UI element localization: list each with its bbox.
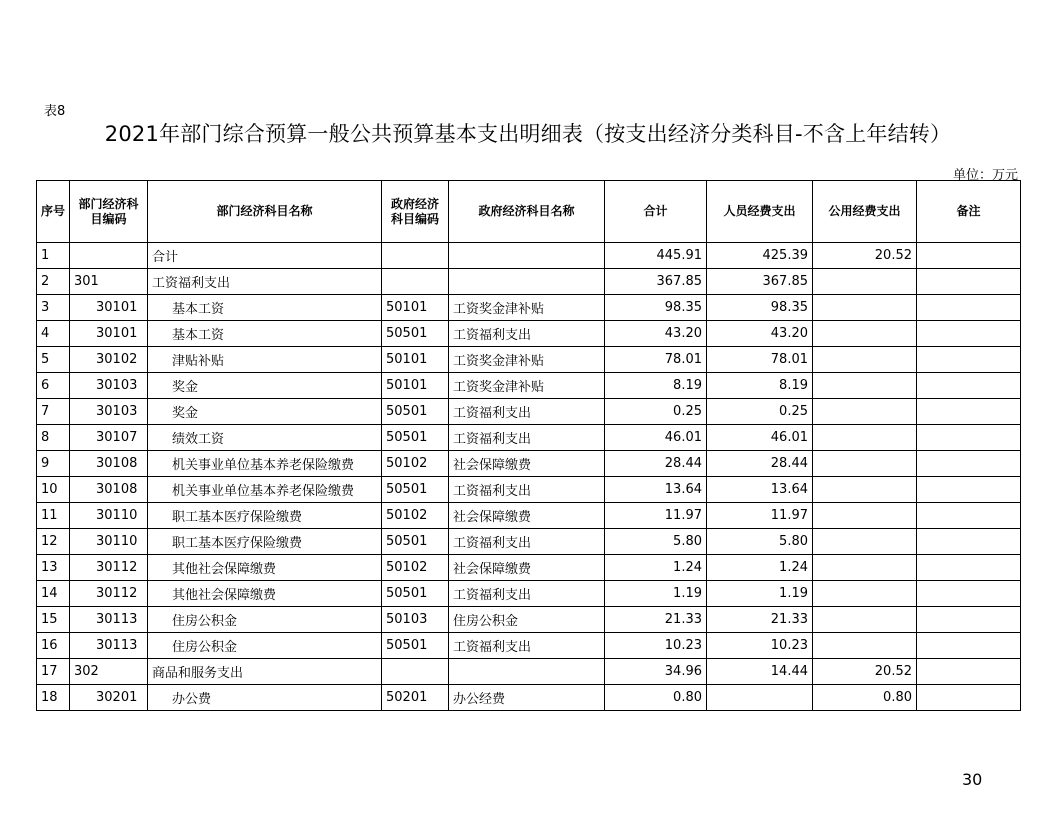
cell-public xyxy=(813,529,917,555)
cell-public xyxy=(813,581,917,607)
cell-dept-code: 30110 xyxy=(70,529,148,555)
cell-dept-code: 30101 xyxy=(70,321,148,347)
cell-personnel: 14.44 xyxy=(707,659,813,685)
cell-total: 8.19 xyxy=(605,373,707,399)
cell-total: 78.01 xyxy=(605,347,707,373)
cell-dept-code: 30112 xyxy=(70,581,148,607)
cell-seq: 11 xyxy=(37,503,70,529)
cell-seq: 9 xyxy=(37,451,70,477)
cell-note xyxy=(917,269,1021,295)
cell-personnel: 8.19 xyxy=(707,373,813,399)
cell-gov-code: 50501 xyxy=(382,477,449,503)
cell-total: 367.85 xyxy=(605,269,707,295)
cell-dept-name: 工资福利支出 xyxy=(148,269,382,295)
cell-dept-name: 合计 xyxy=(148,243,382,269)
cell-dept-name: 其他社会保障缴费 xyxy=(148,581,382,607)
cell-gov-code: 50201 xyxy=(382,685,449,711)
cell-gov-code: 50501 xyxy=(382,321,449,347)
cell-public xyxy=(813,503,917,529)
cell-dept-code: 301 xyxy=(70,269,148,295)
cell-seq: 4 xyxy=(37,321,70,347)
table-label: 表8 xyxy=(44,104,66,119)
budget-table xyxy=(36,180,1021,711)
table-row xyxy=(37,321,1021,347)
cell-public xyxy=(813,347,917,373)
cell-public xyxy=(813,633,917,659)
cell-seq: 15 xyxy=(37,607,70,633)
cell-note xyxy=(917,685,1021,711)
cell-personnel: 46.01 xyxy=(707,425,813,451)
cell-note xyxy=(917,399,1021,425)
cell-total: 98.35 xyxy=(605,295,707,321)
cell-dept-code: 30103 xyxy=(70,373,148,399)
table-row xyxy=(37,477,1021,503)
cell-dept-code: 30101 xyxy=(70,295,148,321)
col-header-note: 备注 xyxy=(917,181,1021,243)
cell-gov-code: 50101 xyxy=(382,373,449,399)
cell-gov-name: 社会保障缴费 xyxy=(449,503,605,529)
unit-label: 单位：万元 xyxy=(952,168,1018,183)
cell-total: 34.96 xyxy=(605,659,707,685)
cell-dept-name: 住房公积金 xyxy=(148,633,382,659)
cell-dept-code: 30107 xyxy=(70,425,148,451)
cell-note xyxy=(917,295,1021,321)
cell-dept-code: 30113 xyxy=(70,633,148,659)
cell-personnel: 13.64 xyxy=(707,477,813,503)
col-header-seq: 序号 xyxy=(37,181,70,243)
cell-gov-code: 50101 xyxy=(382,295,449,321)
cell-gov-name: 住房公积金 xyxy=(449,607,605,633)
cell-gov-name: 工资福利支出 xyxy=(449,425,605,451)
cell-total: 28.44 xyxy=(605,451,707,477)
cell-note xyxy=(917,659,1021,685)
cell-total: 1.19 xyxy=(605,581,707,607)
header-row xyxy=(37,181,1021,243)
cell-gov-name: 工资福利支出 xyxy=(449,529,605,555)
cell-gov-code xyxy=(382,659,449,685)
cell-seq: 7 xyxy=(37,399,70,425)
cell-public xyxy=(813,269,917,295)
cell-public xyxy=(813,399,917,425)
cell-note xyxy=(917,451,1021,477)
table-row xyxy=(37,633,1021,659)
table-row xyxy=(37,555,1021,581)
cell-gov-name xyxy=(449,269,605,295)
cell-note xyxy=(917,581,1021,607)
cell-gov-code: 50102 xyxy=(382,555,449,581)
cell-seq: 14 xyxy=(37,581,70,607)
cell-gov-code xyxy=(382,243,449,269)
cell-gov-name: 社会保障缴费 xyxy=(449,555,605,581)
cell-total: 13.64 xyxy=(605,477,707,503)
table-row xyxy=(37,373,1021,399)
cell-personnel: 1.19 xyxy=(707,581,813,607)
table-row xyxy=(37,529,1021,555)
cell-dept-name: 其他社会保障缴费 xyxy=(148,555,382,581)
cell-total: 43.20 xyxy=(605,321,707,347)
cell-dept-name: 奖金 xyxy=(148,373,382,399)
table-row xyxy=(37,425,1021,451)
cell-dept-code: 30201 xyxy=(70,685,148,711)
cell-dept-code: 302 xyxy=(70,659,148,685)
cell-seq: 13 xyxy=(37,555,70,581)
cell-gov-code: 50501 xyxy=(382,633,449,659)
cell-total: 46.01 xyxy=(605,425,707,451)
cell-total: 0.25 xyxy=(605,399,707,425)
cell-seq: 6 xyxy=(37,373,70,399)
cell-gov-name: 工资奖金津补贴 xyxy=(449,347,605,373)
cell-total: 0.80 xyxy=(605,685,707,711)
cell-seq: 2 xyxy=(37,269,70,295)
cell-gov-code: 50501 xyxy=(382,399,449,425)
cell-note xyxy=(917,633,1021,659)
table-row xyxy=(37,243,1021,269)
cell-public xyxy=(813,451,917,477)
table-row xyxy=(37,451,1021,477)
cell-note xyxy=(917,425,1021,451)
cell-seq: 1 xyxy=(37,243,70,269)
table-body xyxy=(37,243,1021,711)
col-header-public: 公用经费支出 xyxy=(813,181,917,243)
cell-personnel: 5.80 xyxy=(707,529,813,555)
cell-personnel xyxy=(707,685,813,711)
cell-public xyxy=(813,295,917,321)
cell-dept-name: 机关事业单位基本养老保险缴费 xyxy=(148,477,382,503)
cell-personnel: 1.24 xyxy=(707,555,813,581)
cell-dept-name: 津贴补贴 xyxy=(148,347,382,373)
cell-personnel: 11.97 xyxy=(707,503,813,529)
cell-note xyxy=(917,321,1021,347)
cell-gov-code: 50501 xyxy=(382,529,449,555)
table-row xyxy=(37,581,1021,607)
cell-total: 21.33 xyxy=(605,607,707,633)
page-number: 30 xyxy=(962,770,983,789)
cell-gov-name: 办公经费 xyxy=(449,685,605,711)
cell-dept-code: 30112 xyxy=(70,555,148,581)
cell-personnel: 98.35 xyxy=(707,295,813,321)
cell-personnel: 10.23 xyxy=(707,633,813,659)
cell-total: 1.24 xyxy=(605,555,707,581)
cell-dept-code: 30103 xyxy=(70,399,148,425)
cell-gov-name: 工资福利支出 xyxy=(449,477,605,503)
cell-note xyxy=(917,347,1021,373)
cell-dept-code: 30102 xyxy=(70,347,148,373)
cell-total: 445.91 xyxy=(605,243,707,269)
cell-gov-name: 工资福利支出 xyxy=(449,581,605,607)
cell-note xyxy=(917,555,1021,581)
cell-gov-name: 工资奖金津补贴 xyxy=(449,373,605,399)
cell-total: 10.23 xyxy=(605,633,707,659)
cell-public xyxy=(813,425,917,451)
cell-seq: 10 xyxy=(37,477,70,503)
cell-personnel: 28.44 xyxy=(707,451,813,477)
cell-note xyxy=(917,607,1021,633)
cell-gov-name: 工资福利支出 xyxy=(449,633,605,659)
table-row xyxy=(37,295,1021,321)
cell-dept-code: 30108 xyxy=(70,451,148,477)
cell-personnel: 425.39 xyxy=(707,243,813,269)
cell-public xyxy=(813,321,917,347)
cell-personnel: 0.25 xyxy=(707,399,813,425)
cell-public: 20.52 xyxy=(813,659,917,685)
cell-note xyxy=(917,477,1021,503)
cell-gov-code xyxy=(382,269,449,295)
table-row xyxy=(37,685,1021,711)
cell-gov-code: 50101 xyxy=(382,347,449,373)
table-row xyxy=(37,347,1021,373)
cell-public: 20.52 xyxy=(813,243,917,269)
cell-gov-code: 50501 xyxy=(382,581,449,607)
cell-seq: 18 xyxy=(37,685,70,711)
cell-seq: 16 xyxy=(37,633,70,659)
cell-gov-code: 50103 xyxy=(382,607,449,633)
cell-dept-code: 30108 xyxy=(70,477,148,503)
cell-seq: 8 xyxy=(37,425,70,451)
col-header-dept-code: 部门经济科目编码 xyxy=(70,181,148,243)
cell-public xyxy=(813,607,917,633)
cell-public xyxy=(813,373,917,399)
cell-gov-name: 工资奖金津补贴 xyxy=(449,295,605,321)
table-row xyxy=(37,503,1021,529)
cell-gov-code: 50102 xyxy=(382,451,449,477)
cell-dept-name: 住房公积金 xyxy=(148,607,382,633)
cell-personnel: 21.33 xyxy=(707,607,813,633)
cell-dept-name: 职工基本医疗保险缴费 xyxy=(148,503,382,529)
page-title: 2021年部门综合预算一般公共预算基本支出明细表（按支出经济分类科目-不含上年结转） xyxy=(104,122,952,146)
col-header-personnel: 人员经费支出 xyxy=(707,181,813,243)
cell-note xyxy=(917,243,1021,269)
col-header-dept-name: 部门经济科目名称 xyxy=(148,181,382,243)
cell-public xyxy=(813,477,917,503)
cell-public: 0.80 xyxy=(813,685,917,711)
table-row xyxy=(37,659,1021,685)
cell-seq: 5 xyxy=(37,347,70,373)
cell-gov-code: 50501 xyxy=(382,425,449,451)
cell-dept-name: 绩效工资 xyxy=(148,425,382,451)
cell-dept-name: 机关事业单位基本养老保险缴费 xyxy=(148,451,382,477)
cell-dept-name: 基本工资 xyxy=(148,295,382,321)
table-row xyxy=(37,607,1021,633)
cell-dept-code xyxy=(70,243,148,269)
cell-note xyxy=(917,529,1021,555)
cell-personnel: 367.85 xyxy=(707,269,813,295)
cell-gov-name xyxy=(449,659,605,685)
cell-total: 5.80 xyxy=(605,529,707,555)
table-row xyxy=(37,269,1021,295)
cell-dept-name: 基本工资 xyxy=(148,321,382,347)
cell-personnel: 78.01 xyxy=(707,347,813,373)
cell-seq: 3 xyxy=(37,295,70,321)
col-header-total: 合计 xyxy=(605,181,707,243)
cell-dept-code: 30113 xyxy=(70,607,148,633)
cell-note xyxy=(917,503,1021,529)
cell-gov-name: 社会保障缴费 xyxy=(449,451,605,477)
cell-total: 11.97 xyxy=(605,503,707,529)
cell-seq: 17 xyxy=(37,659,70,685)
cell-dept-code: 30110 xyxy=(70,503,148,529)
cell-gov-name: 工资福利支出 xyxy=(449,399,605,425)
cell-gov-code: 50102 xyxy=(382,503,449,529)
cell-gov-name xyxy=(449,243,605,269)
cell-dept-name: 奖金 xyxy=(148,399,382,425)
cell-dept-name: 商品和服务支出 xyxy=(148,659,382,685)
cell-public xyxy=(813,555,917,581)
cell-note xyxy=(917,373,1021,399)
cell-seq: 12 xyxy=(37,529,70,555)
cell-dept-name: 职工基本医疗保险缴费 xyxy=(148,529,382,555)
cell-dept-name: 办公费 xyxy=(148,685,382,711)
col-header-gov-name: 政府经济科目名称 xyxy=(449,181,605,243)
col-header-gov-code: 政府经济科目编码 xyxy=(382,181,449,243)
table-row xyxy=(37,399,1021,425)
cell-gov-name: 工资福利支出 xyxy=(449,321,605,347)
cell-personnel: 43.20 xyxy=(707,321,813,347)
